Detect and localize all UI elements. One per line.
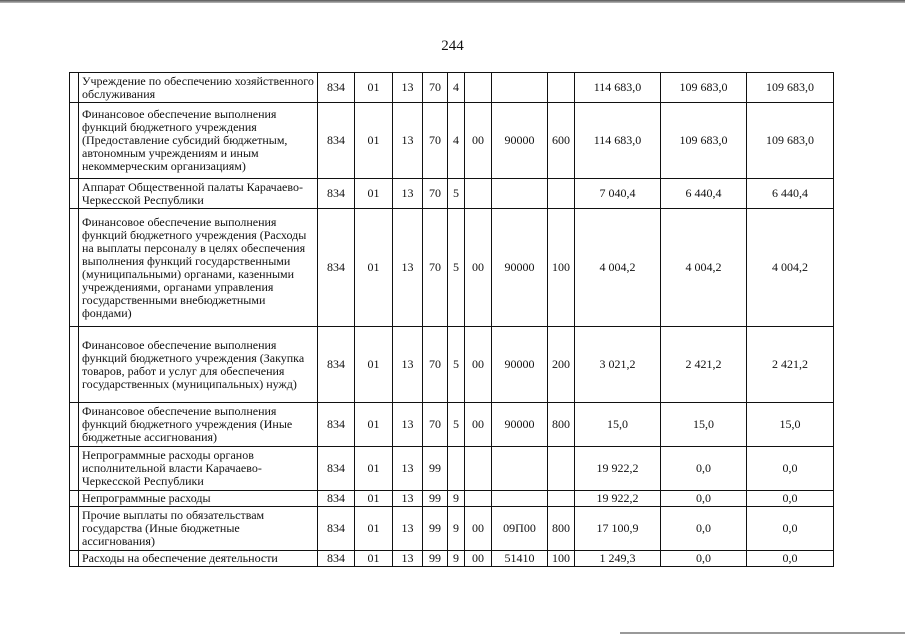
row-cell-v1: 1 249,3	[575, 551, 661, 567]
row-cell-v2: 2 421,2	[661, 327, 747, 403]
row-cell-c6	[465, 73, 492, 103]
row-cell-c8	[548, 179, 575, 209]
row-cell-c4: 99	[423, 551, 448, 567]
row-cell-c3: 13	[393, 403, 423, 447]
row-cell-v3: 0,0	[747, 491, 834, 507]
row-cell-v1: 114 683,0	[575, 103, 661, 179]
table-row	[70, 209, 834, 327]
row-cell-c7: 51410	[492, 551, 548, 567]
row-cell-v3: 109 683,0	[747, 73, 834, 103]
row-cell-c6: 00	[465, 103, 492, 179]
row-cell-c7: 90000	[492, 327, 548, 403]
row-cell-c8: 100	[548, 209, 575, 327]
row-cell-v1: 114 683,0	[575, 73, 661, 103]
row-cell-c7: 90000	[492, 103, 548, 179]
row-cell-v1: 4 004,2	[575, 209, 661, 327]
row-cell-c8: 800	[548, 403, 575, 447]
row-cell-v2: 4 004,2	[661, 209, 747, 327]
row-cell-c5: 9	[448, 551, 465, 567]
row-cell-c6	[465, 491, 492, 507]
row-cell-v3: 2 421,2	[747, 327, 834, 403]
row-margin-cell	[70, 447, 79, 491]
row-cell-c4: 70	[423, 209, 448, 327]
row-cell-c7	[492, 179, 548, 209]
row-cell-v3: 0,0	[747, 507, 834, 551]
row-cell-v1: 19 922,2	[575, 447, 661, 491]
row-cell-c2: 01	[355, 447, 393, 491]
table-row	[70, 103, 834, 179]
scan-edge-top	[0, 0, 905, 3]
row-name: Аппарат Общественной палаты Карачаево-Черкесской Республики	[79, 179, 318, 209]
row-cell-c3: 13	[393, 327, 423, 403]
table-row	[70, 73, 834, 103]
row-name: Непрограммные расходы органов исполнительной власти Карачаево-Черкесской Республики	[79, 447, 318, 491]
table-row	[70, 507, 834, 551]
row-cell-c4: 70	[423, 73, 448, 103]
page-number: 244	[441, 38, 464, 54]
row-cell-v3: 15,0	[747, 403, 834, 447]
row-cell-v1: 15,0	[575, 403, 661, 447]
row-cell-c8	[548, 491, 575, 507]
row-cell-v2: 0,0	[661, 447, 747, 491]
scan-edge-bottom	[620, 632, 905, 634]
row-cell-c8	[548, 447, 575, 491]
row-cell-c3: 13	[393, 179, 423, 209]
row-cell-v2: 6 440,4	[661, 179, 747, 209]
row-cell-c4: 70	[423, 403, 448, 447]
row-cell-c8: 100	[548, 551, 575, 567]
row-cell-c5: 5	[448, 327, 465, 403]
row-cell-c4: 70	[423, 179, 448, 209]
row-cell-c1: 834	[318, 551, 355, 567]
row-cell-c2: 01	[355, 491, 393, 507]
row-margin-cell	[70, 551, 79, 567]
row-cell-c6: 00	[465, 507, 492, 551]
row-cell-c7: 90000	[492, 209, 548, 327]
row-name: Непрограммные расходы	[79, 491, 318, 507]
row-cell-c8	[548, 73, 575, 103]
row-cell-v2: 0,0	[661, 551, 747, 567]
row-margin-cell	[70, 103, 79, 179]
row-cell-c8: 600	[548, 103, 575, 179]
row-cell-c2: 01	[355, 507, 393, 551]
row-cell-c1: 834	[318, 209, 355, 327]
row-cell-c6	[465, 447, 492, 491]
row-cell-c4: 70	[423, 327, 448, 403]
row-margin-cell	[70, 179, 79, 209]
row-cell-c5: 4	[448, 103, 465, 179]
row-cell-c4: 70	[423, 103, 448, 179]
row-cell-v2: 109 683,0	[661, 73, 747, 103]
row-cell-c7: 90000	[492, 403, 548, 447]
row-cell-c5: 9	[448, 491, 465, 507]
row-cell-c8: 200	[548, 327, 575, 403]
row-cell-c3: 13	[393, 507, 423, 551]
table-row	[70, 403, 834, 447]
row-cell-c2: 01	[355, 103, 393, 179]
row-cell-c6: 00	[465, 327, 492, 403]
row-cell-c7	[492, 447, 548, 491]
row-name: Финансовое обеспечение выполнения функций бюджетного учреждения (Закупка товаров, работ и услуг для обеспечения государственных (муниципальных) нужд)	[79, 327, 318, 403]
row-cell-v2: 15,0	[661, 403, 747, 447]
row-cell-c3: 13	[393, 491, 423, 507]
row-cell-c6	[465, 179, 492, 209]
row-cell-v2: 109 683,0	[661, 103, 747, 179]
row-cell-c2: 01	[355, 327, 393, 403]
row-cell-v3: 0,0	[747, 447, 834, 491]
row-cell-c3: 13	[393, 447, 423, 491]
row-cell-v2: 0,0	[661, 491, 747, 507]
row-cell-c3: 13	[393, 73, 423, 103]
row-margin-cell	[70, 209, 79, 327]
row-cell-v2: 0,0	[661, 507, 747, 551]
row-cell-c6: 00	[465, 551, 492, 567]
row-cell-c1: 834	[318, 179, 355, 209]
row-cell-c2: 01	[355, 209, 393, 327]
row-cell-v3: 0,0	[747, 551, 834, 567]
row-name: Прочие выплаты по обязательствам государства (Иные бюджетные ассигнования)	[79, 507, 318, 551]
row-name: Финансовое обеспечение выполнения функций бюджетного учреждения (Иные бюджетные ассигнования)	[79, 403, 318, 447]
row-cell-c7: 09П00	[492, 507, 548, 551]
row-name: Финансовое обеспечение выполнения функций бюджетного учреждения (Предоставление субсидий бюджетным, автономным учреждениям и иным некоммерческим организациям)	[79, 103, 318, 179]
row-name: Учреждение по обеспечению хозяйственного обслуживания	[79, 73, 318, 103]
row-cell-c1: 834	[318, 73, 355, 103]
row-cell-c1: 834	[318, 403, 355, 447]
row-cell-c4: 99	[423, 507, 448, 551]
row-cell-c5: 4	[448, 73, 465, 103]
row-cell-c7	[492, 491, 548, 507]
table-row	[70, 179, 834, 209]
row-cell-c3: 13	[393, 209, 423, 327]
table-row	[70, 551, 834, 567]
budget-table	[69, 72, 834, 567]
row-cell-c1: 834	[318, 507, 355, 551]
row-margin-cell	[70, 491, 79, 507]
row-cell-v1: 19 922,2	[575, 491, 661, 507]
row-cell-c6: 00	[465, 209, 492, 327]
row-cell-v3: 6 440,4	[747, 179, 834, 209]
row-margin-cell	[70, 403, 79, 447]
row-cell-v1: 7 040,4	[575, 179, 661, 209]
row-cell-c4: 99	[423, 491, 448, 507]
row-cell-c5: 5	[448, 179, 465, 209]
row-cell-c6: 00	[465, 403, 492, 447]
row-cell-c2: 01	[355, 403, 393, 447]
row-cell-c5: 5	[448, 209, 465, 327]
row-cell-c2: 01	[355, 73, 393, 103]
row-cell-c8: 800	[548, 507, 575, 551]
table-row	[70, 327, 834, 403]
row-cell-c1: 834	[318, 447, 355, 491]
row-cell-c5: 5	[448, 403, 465, 447]
row-margin-cell	[70, 73, 79, 103]
row-margin-cell	[70, 327, 79, 403]
row-name: Расходы на обеспечение деятельности	[79, 551, 318, 567]
row-cell-c1: 834	[318, 103, 355, 179]
row-name: Финансовое обеспечение выполнения функций бюджетного учреждения (Расходы на выплаты персоналу в целях обеспечения выполнения функций государственными (муниципальными) органами, казенными учреждениями, органами управления государственными внебюджетными фондами)	[79, 209, 318, 327]
row-cell-c7	[492, 73, 548, 103]
table-row	[70, 491, 834, 507]
row-cell-c1: 834	[318, 491, 355, 507]
row-cell-c3: 13	[393, 551, 423, 567]
row-cell-c3: 13	[393, 103, 423, 179]
row-cell-c5: 9	[448, 507, 465, 551]
row-cell-c1: 834	[318, 327, 355, 403]
row-margin-cell	[70, 507, 79, 551]
row-cell-c2: 01	[355, 551, 393, 567]
row-cell-v1: 17 100,9	[575, 507, 661, 551]
row-cell-v1: 3 021,2	[575, 327, 661, 403]
table-row	[70, 447, 834, 491]
row-cell-c2: 01	[355, 179, 393, 209]
row-cell-v3: 109 683,0	[747, 103, 834, 179]
row-cell-c5	[448, 447, 465, 491]
row-cell-v3: 4 004,2	[747, 209, 834, 327]
row-cell-c4: 99	[423, 447, 448, 491]
